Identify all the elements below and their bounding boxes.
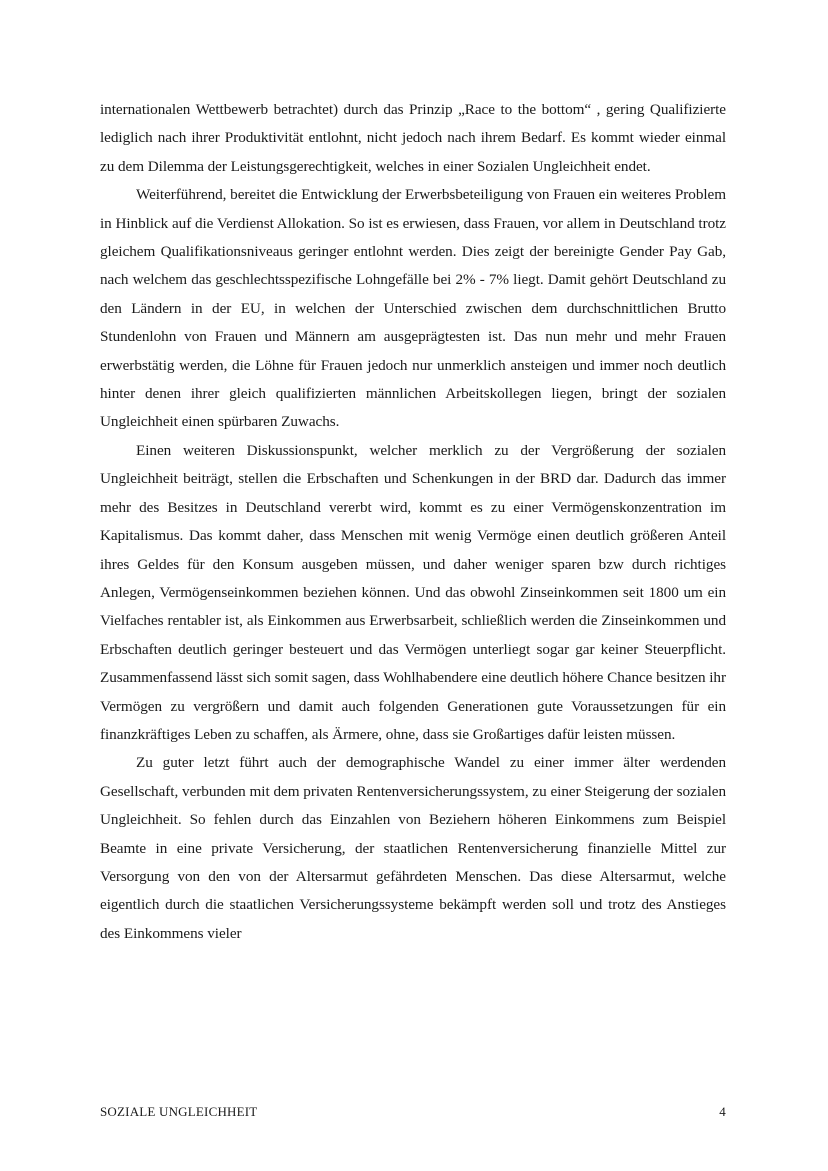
paragraph-3: Einen weiteren Diskussionspunkt, welcher merklich zu der Vergrößerung der sozialen Ungleichheit beiträgt, stellen die Erbschaften und Schenkungen in der BRD dar. Dadurch das immer mehr des Besitzes in Deutschland vererbt wird, kommt es zu einer Vermögenskonzentration im Kapitalismus. Das kommt daher, dass Menschen mit wenig Vermöge einen deutlich größeren Anteil ihres Geldes für den Konsum ausgeben müssen, und daher weniger sparen bzw durch richtiges Anlegen, Vermögenseinkommen beziehen können. Und das obwohl Zinseinkommen seit 1800 um ein Vielfaches rentabler ist, als Einkommen aus Erwerbsarbeit, schließlich werden die Zinseinkommen und Erbschaften deutlich geringer besteuert und das Vermögen unterliegt sogar gar keiner Steuerpflicht. Zusammenfassend lässt sich somit sagen, dass Wohlhabendere eine deutlich höhere Chance besitzen ihr Vermögen zu vergrößern und damit auch folgenden Generationen gute Voraussetzungen für ein finanzkräftiges Leben zu schaffen, als Ärmere, ohne, dass sie Großartiges dafür leisten müssen. xyxy=(100,441,726,743)
page-number: 4 xyxy=(719,1104,726,1119)
paragraph-4: Zu guter letzt führt auch der demographische Wandel zu einer immer älter werdenden Gesellschaft, verbunden mit dem privaten Rentenversicherungssystem, zu einer Steigerung der sozialen Ungleichheit. So fehlen durch das Einzahlen von Beziehern höheren Einkommens zum Beispiel Beamte in eine private Versicherung, der staatlichen Rentenversicherung finanzielle Mittel zur Versorgung von den von der Altersarmut gefährdeten Menschen. Das diese Altersarmut, welche eigentlich durch die staatlichen Versicherungssysteme bekämpft werden soll und trotz des Anstieges des Einkommens vieler xyxy=(100,754,726,942)
paragraph-2: Weiterführend, bereitet die Entwicklung der Erwerbsbeteiligung von Frauen ein weiteres Problem in Hinblick auf die Verdienst Allokation. So ist es erwiesen, dass Frauen, vor allem in Deutschland trotz gleichem Qualifikationsniveaus geringer entlohnt werden. Dies zeigt der bereinigte Gender Pay Gab, nach welchem das geschlechtsspezifische Lohngefälle bei 2% - 7% liegt. Damit gehört Deutschland zu den Ländern in der EU, in welchen der Unterschied zwischen dem durchschnittlichen Brutto Stundenlohn von Frauen und Männern am ausgeprägtesten ist. Das nun mehr und mehr Frauen erwerbstätig werden, die Löhne für Frauen jedoch nur unmerklich ansteigen und immer noch deutlich hinter denen ihrer gleich qualifizierten männlichen Arbeitskollegen liegen, bringt der sozialen Ungleichheit einen spürbaren Zuwachs. xyxy=(100,186,726,431)
body-text xyxy=(100,96,726,948)
paragraph-1: internationalen Wettbewerb betrachtet) durch das Prinzip „Race to the bottom“ , gering Qualifizierte lediglich nach ihrer Produktivität entlohnt, nicht jedoch nach ihrem Bedarf. Es kommt wieder einmal zu dem Dilemma der Leistungsgerechtigkeit, welches in einer Sozialen Ungleichheit endet. xyxy=(100,101,726,175)
running-head: SOZIALE UNGLEICHHEIT xyxy=(100,1104,258,1119)
page-footer xyxy=(100,1104,726,1124)
